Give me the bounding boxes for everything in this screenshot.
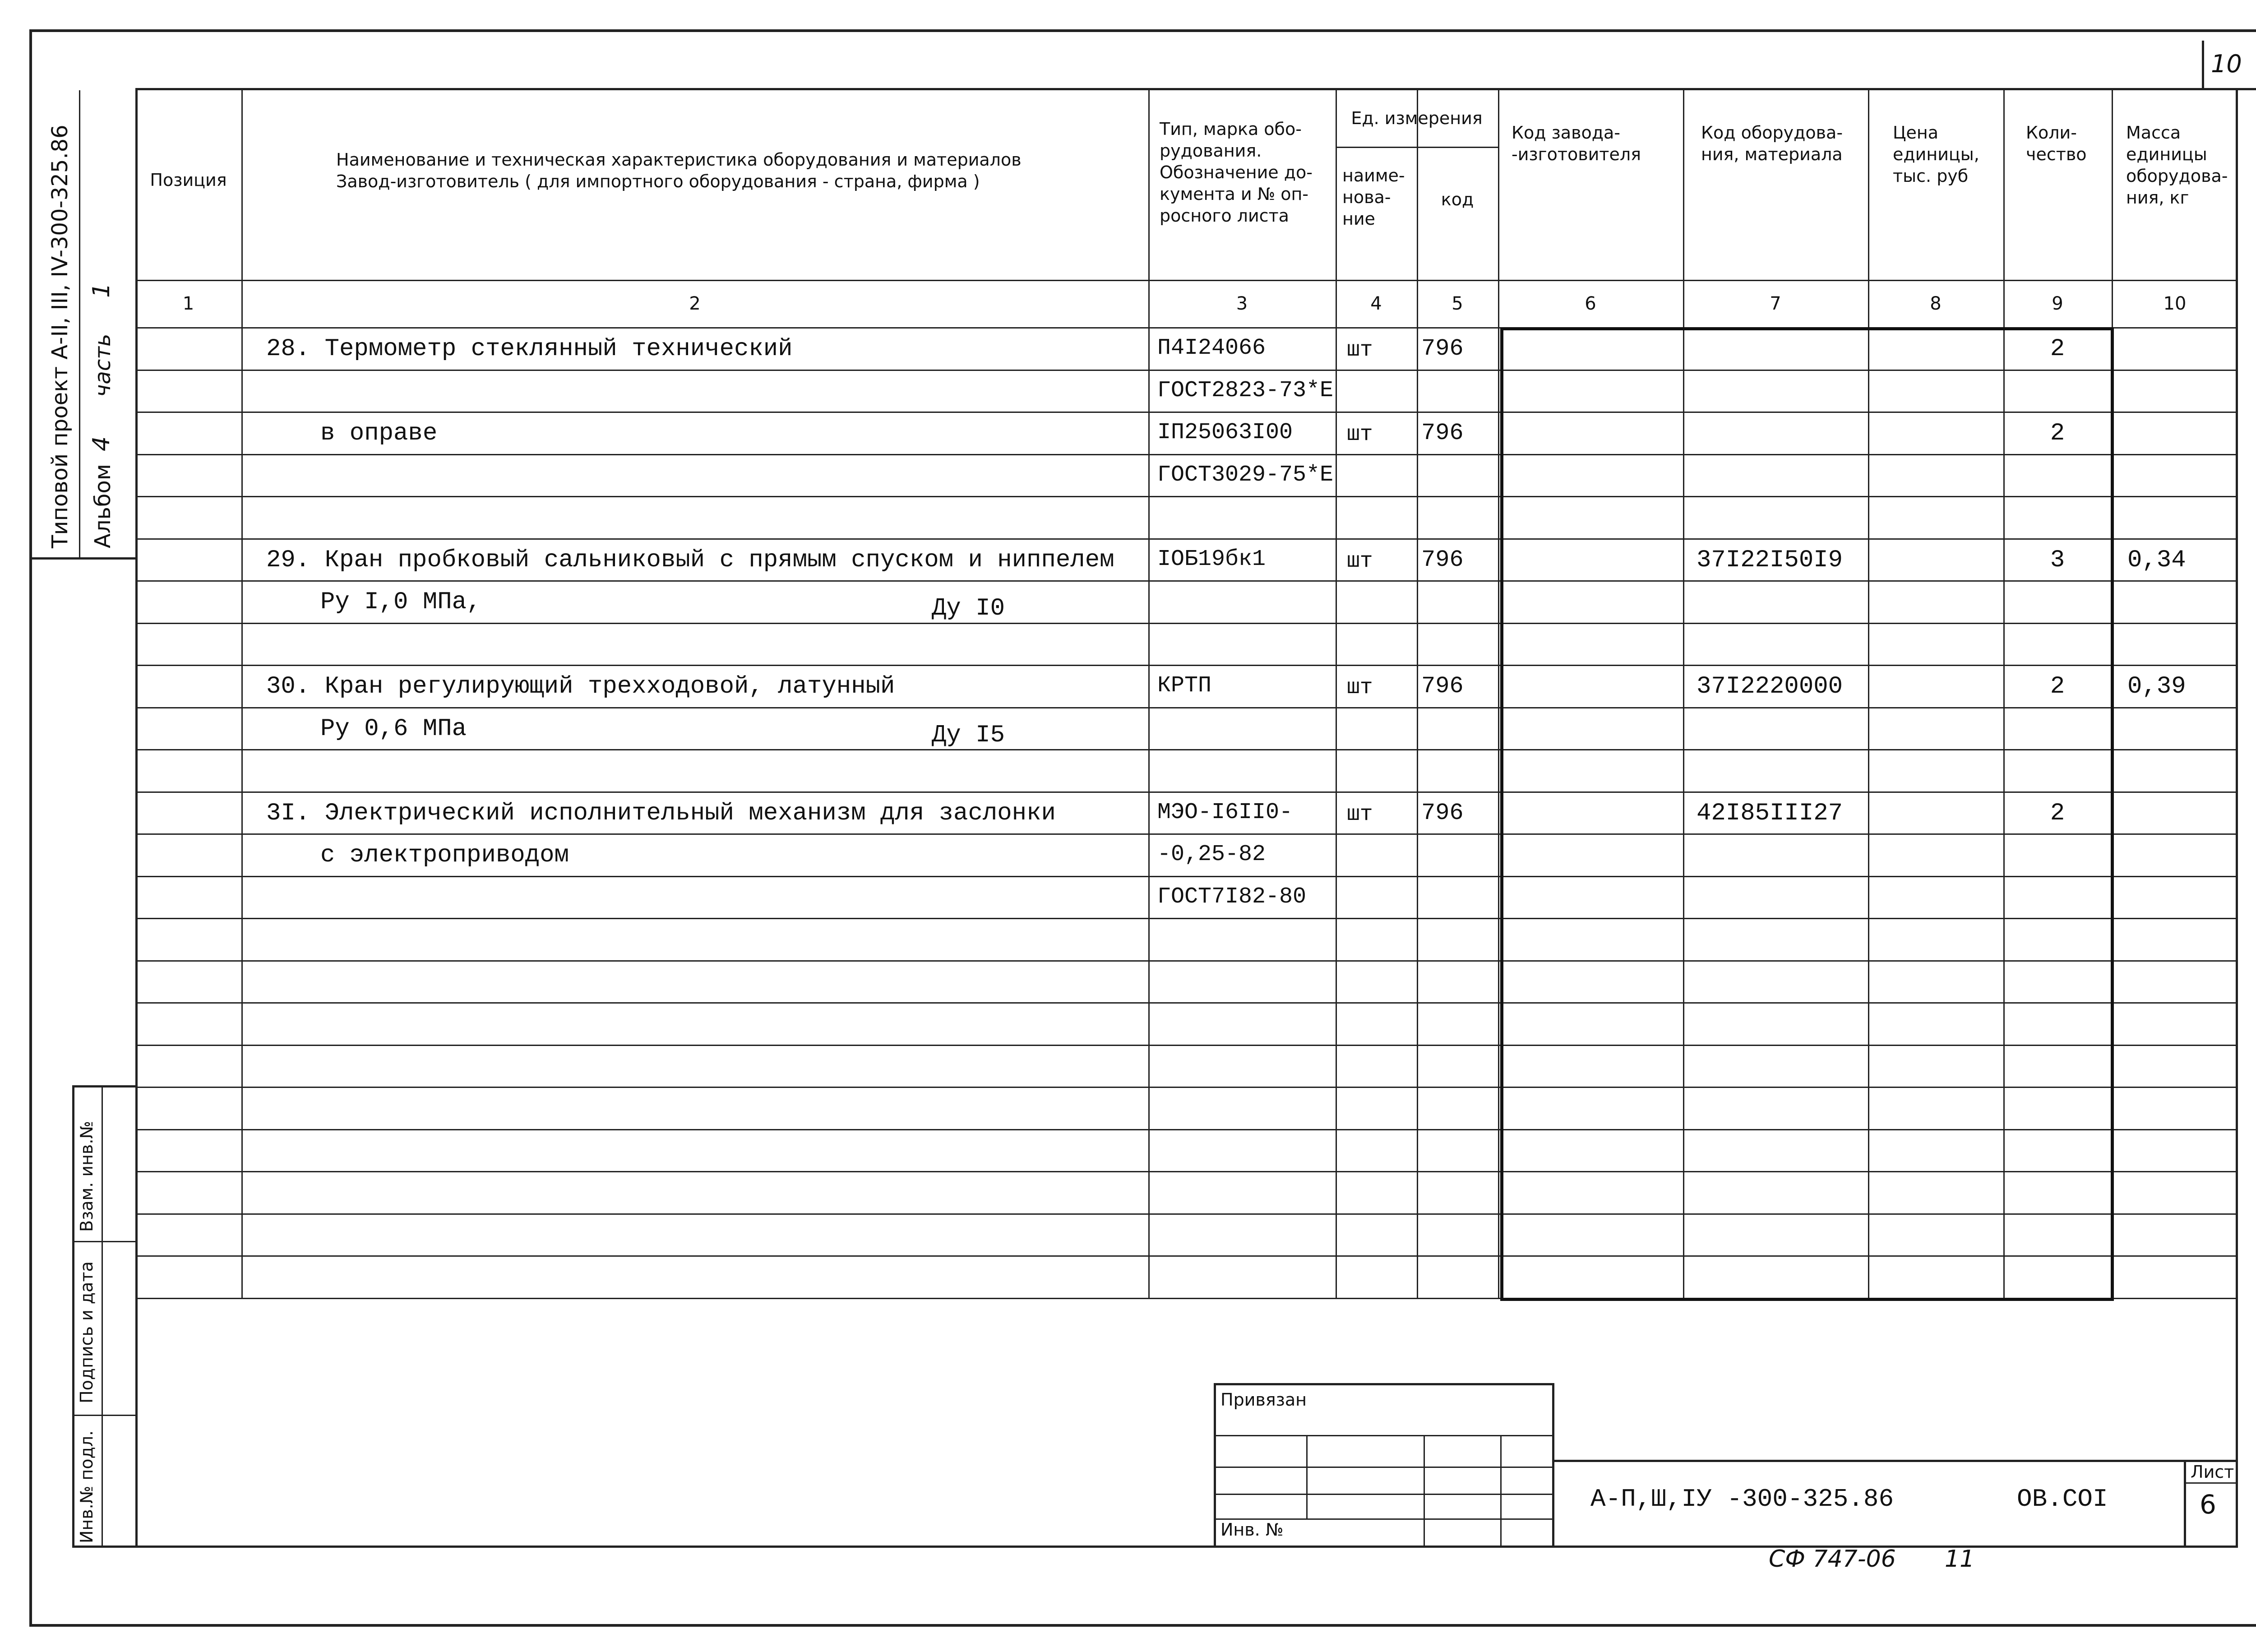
stamp-replace-inv: Взам. инв.№: [77, 1121, 97, 1232]
row-name: 3I. Электрический исполнительный механизм для заслонки: [266, 799, 1056, 827]
row-quantity: 2: [2050, 335, 2065, 363]
header-quantity: Коли- чество: [2026, 123, 2087, 164]
column-number-2: 2: [689, 293, 701, 314]
row-equipment-code: 42I85III27: [1697, 799, 1843, 827]
row-unit-code: 796: [1421, 799, 1464, 826]
row-type: IОБ19бк1: [1157, 546, 1266, 572]
column-number-8: 8: [1930, 293, 1942, 314]
row-type: IП25063I00: [1157, 420, 1293, 445]
row-type: КРТП: [1157, 673, 1212, 699]
header-unit-name: наиме- нова- ние: [1342, 166, 1405, 229]
header-type: Тип, марка обо- рудования. Обозначение до- кумента и № оп- росного листа: [1160, 119, 1313, 226]
side-project-strip: [29, 90, 138, 560]
column-number-3: 3: [1236, 293, 1248, 314]
row-type: ГОСТ7I82-80: [1157, 884, 1307, 910]
sheet-number: 6: [2200, 1489, 2216, 1520]
row-type: П4I24066: [1157, 335, 1266, 361]
inv-number-label: Инв. №: [1220, 1520, 1284, 1540]
column-number-5: 5: [1452, 293, 1463, 314]
row-unit-code: 796: [1421, 420, 1464, 446]
title-block: [1214, 1383, 2238, 1548]
header-position: Позиция: [150, 170, 227, 190]
row-type: МЭО-I6II0-: [1157, 799, 1293, 825]
footer-code: СФ 747-06: [1769, 1546, 1896, 1573]
column-number-6: 6: [1585, 293, 1596, 314]
document-code: ОВ.СОI: [2017, 1485, 2108, 1513]
row-unit: шт: [1347, 676, 1373, 700]
column-number-9: 9: [2052, 293, 2063, 314]
row-name: с электроприводом: [320, 842, 569, 869]
column-number-1: 1: [182, 293, 194, 314]
row-type: ГОСТ3029-75*Е: [1157, 462, 1334, 488]
row-name: 29. Кран пробковый сальниковый с прямым спуском и ниппелем: [266, 546, 1114, 574]
header-equipment-code: Код оборудова- ния, материала: [1701, 123, 1843, 164]
row-equipment-code: 37I22I50I9: [1697, 546, 1843, 574]
privyazan-label: Привязан: [1220, 1390, 1307, 1410]
side-part-number: 1: [88, 282, 115, 298]
top-page-number: 10: [2211, 50, 2242, 78]
row-unit: шт: [1347, 802, 1373, 827]
header-name-line1: Наименование и техническая характеристика оборудования и материалов: [336, 150, 1022, 170]
row-equipment-code: 37I2220000: [1697, 673, 1843, 700]
row-unit-code: 796: [1421, 335, 1464, 362]
row-quantity: 2: [2050, 673, 2065, 700]
row-name: 28. Термометр стеклянный технический: [266, 335, 793, 363]
column-number-10: 10: [2163, 293, 2187, 314]
side-album-label: Альбом: [90, 464, 116, 548]
document-designation: А-П,Ш,IУ -300-325.86: [1590, 1485, 1894, 1513]
row-mass: 0,39: [2127, 673, 2186, 700]
row-quantity: 3: [2050, 546, 2065, 574]
column-number-7: 7: [1770, 293, 1781, 314]
column-number-4: 4: [1370, 293, 1382, 314]
stamp-signature-date: Подпись и дата: [77, 1261, 97, 1403]
side-album-number: 4: [88, 436, 115, 451]
row-name: Ру I,0 МПа,: [320, 588, 481, 616]
row-name: Ру 0,6 МПа: [320, 715, 467, 743]
row-type: -0,25-82: [1157, 842, 1266, 867]
row-type: ГОСТ2823-73*Е: [1157, 377, 1334, 403]
row-quantity: 2: [2050, 799, 2065, 827]
stamp-original-inv: Инв.№ подл.: [77, 1430, 97, 1543]
row-quantity: 2: [2050, 420, 2065, 447]
header-unit-group: Ед. измерения: [1351, 108, 1483, 128]
row-unit: шт: [1347, 338, 1373, 362]
side-part-label: часть: [90, 333, 116, 397]
footer-number: 11: [1945, 1546, 1975, 1573]
row-mass: 0,34: [2127, 546, 2186, 574]
row-unit: шт: [1347, 549, 1373, 574]
row-unit-code: 796: [1421, 673, 1464, 699]
header-mass: Масса единицы оборудова- ния, кг: [2126, 123, 2228, 208]
row-name-right: Ду I5: [932, 721, 1005, 749]
row-name: в оправе: [320, 420, 438, 447]
row-name: 30. Кран регулирующий трехходовой, латунный: [266, 673, 895, 700]
header-name-line2: Завод-изготовитель ( для импортного оборудования - страна, фирма ): [336, 171, 980, 191]
row-unit-code: 796: [1421, 546, 1464, 573]
sheet-label: Лист: [2191, 1462, 2234, 1482]
side-project-title: Типовой проект А-II, III, IV-300-325.86: [47, 125, 73, 548]
row-unit: шт: [1347, 422, 1373, 447]
header-unit-code: код: [1441, 190, 1474, 209]
header-plant-code: Код завода- -изготовителя: [1512, 123, 1641, 164]
header-price: Цена единицы, тыс. руб: [1893, 123, 1979, 186]
row-name-right: Ду I0: [932, 595, 1005, 622]
